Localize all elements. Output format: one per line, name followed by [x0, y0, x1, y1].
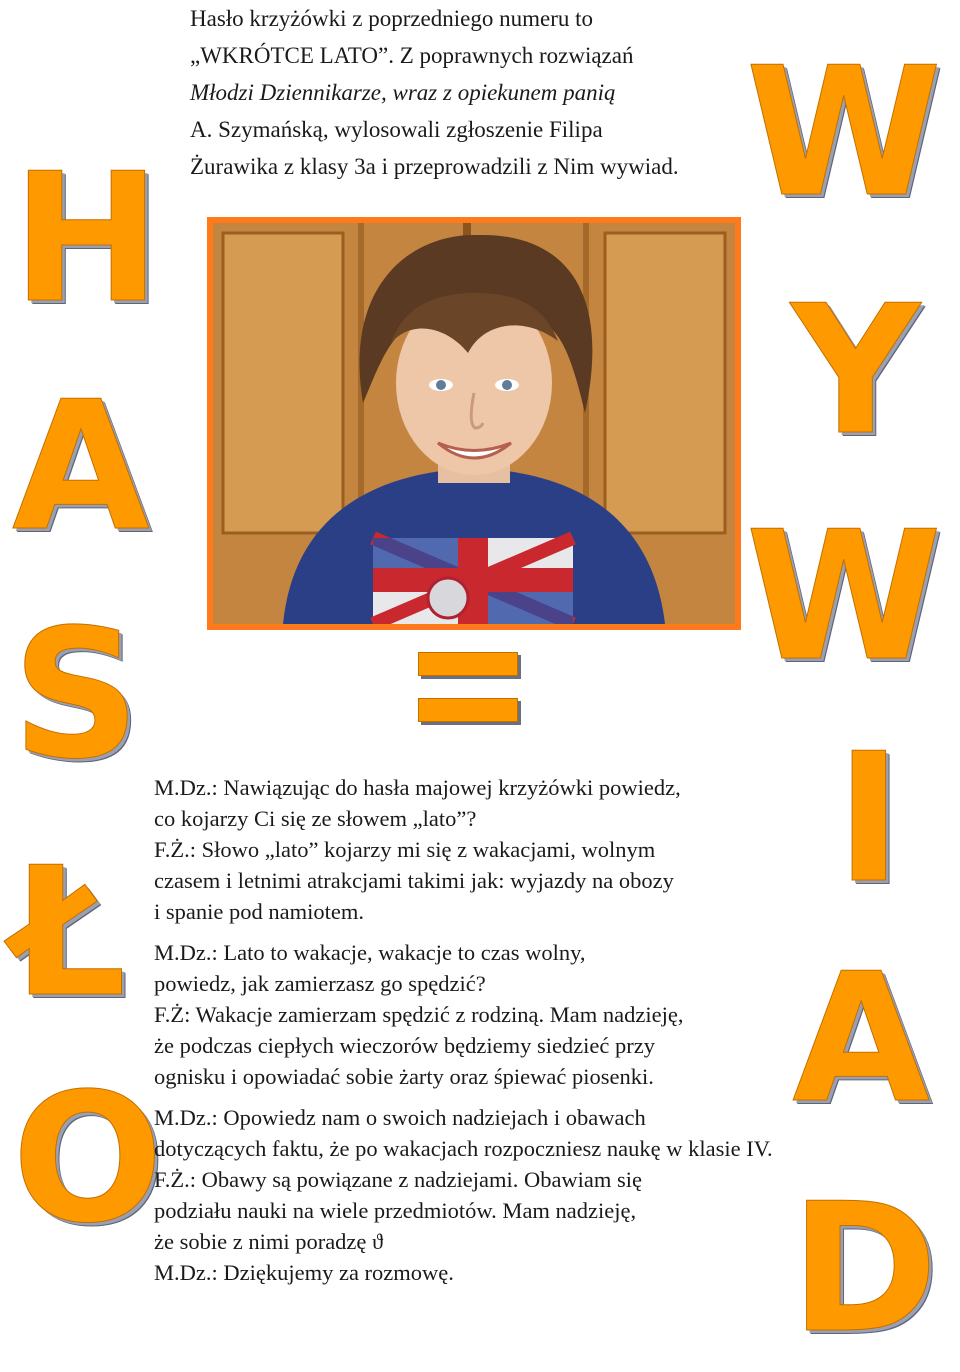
left-letter-s: S [12, 591, 141, 798]
portrait-photo [207, 217, 741, 630]
right-letter-a: A [792, 935, 930, 1142]
dialogue-line: F.Ż.: Słowo „lato” kojarzy mi się z wakacjami, wolnym [154, 837, 656, 862]
intro-line: Młodzi Dziennikarze, wraz z opiekunem panią [190, 80, 616, 105]
dialogue-line: i spanie pod namiotem. [154, 899, 364, 924]
dialogue-line: F.Ż.: Obawy są powiązane z nadziejami. Obawiam się [154, 1167, 643, 1192]
equals-sign [418, 652, 518, 744]
dialogue-line: czasem i letnimi atrakcjami takimi jak: wyjazdy na obozy [154, 868, 674, 893]
right-letter-d: D [790, 1165, 938, 1372]
right-letter-y: Y [791, 267, 920, 474]
dialogue-block [154, 937, 914, 1092]
right-letter-i: I [835, 715, 902, 922]
intro-line: „WKRÓTCE LATO”. Z poprawnych rozwiązań [190, 43, 634, 68]
dialogue-line: że podczas ciepłych wieczorów będziemy siedzieć przy [154, 1033, 655, 1058]
dialogue-line: M.Dz.: Nawiązując do hasła majowej krzyżówki powiedz, [154, 775, 681, 800]
dialogue-line: powiedz, jak zamierzasz go spędzić? [154, 971, 486, 996]
dialogue-block [154, 772, 914, 927]
left-letter-a: A [12, 363, 150, 570]
dialogue-line: M.Dz.: Dziękujemy za rozmowę. [154, 1260, 454, 1285]
boy-portrait-illustration [213, 223, 735, 624]
left-letter-o: O [12, 1055, 164, 1262]
dialogue-line: dotyczących faktu, że po wakacjach rozpoczniesz naukę w klasie IV. [154, 1136, 773, 1161]
dialogue-line: M.Dz.: Opowiedz nam o swoich nadziejach i obawach [154, 1105, 646, 1130]
left-letter-h: H [12, 135, 161, 342]
equals-bar-bottom [418, 698, 518, 722]
interview-dialogue [154, 772, 914, 1288]
dialogue-line: ognisku i opowiadać sobie żarty oraz śpiewać piosenki. [154, 1064, 654, 1089]
dialogue-block [154, 1102, 914, 1288]
intro-paragraph [190, 0, 750, 185]
intro-line: Żurawika z klasy 3a i przeprowadzili z Nim wywiad. [190, 154, 679, 179]
right-letter-w-1: W [745, 29, 942, 236]
dialogue-line: podziału nauki na wiele przedmiotów. Mam nadzieję, [154, 1198, 637, 1223]
equals-bar-top [418, 652, 518, 676]
dialogue-line: że sobie z nimi poradzę ϑ [154, 1229, 384, 1254]
dialogue-line: M.Dz.: Lato to wakacje, wakacje to czas wolny, [154, 940, 586, 965]
left-letter-l-stroke: Ł [12, 829, 127, 1036]
dialogue-line: F.Ż: Wakacje zamierzam spędzić z rodziną. Mam nadzieję, [154, 1002, 684, 1027]
intro-line: Hasło krzyżówki z poprzedniego numeru to [190, 6, 594, 31]
right-letter-w-2: W [745, 493, 942, 700]
dialogue-line: co kojarzy Ci się ze słowem „lato”? [154, 806, 477, 831]
intro-line: A. Szymańską, wylosowali zgłoszenie Filipa [190, 117, 603, 142]
